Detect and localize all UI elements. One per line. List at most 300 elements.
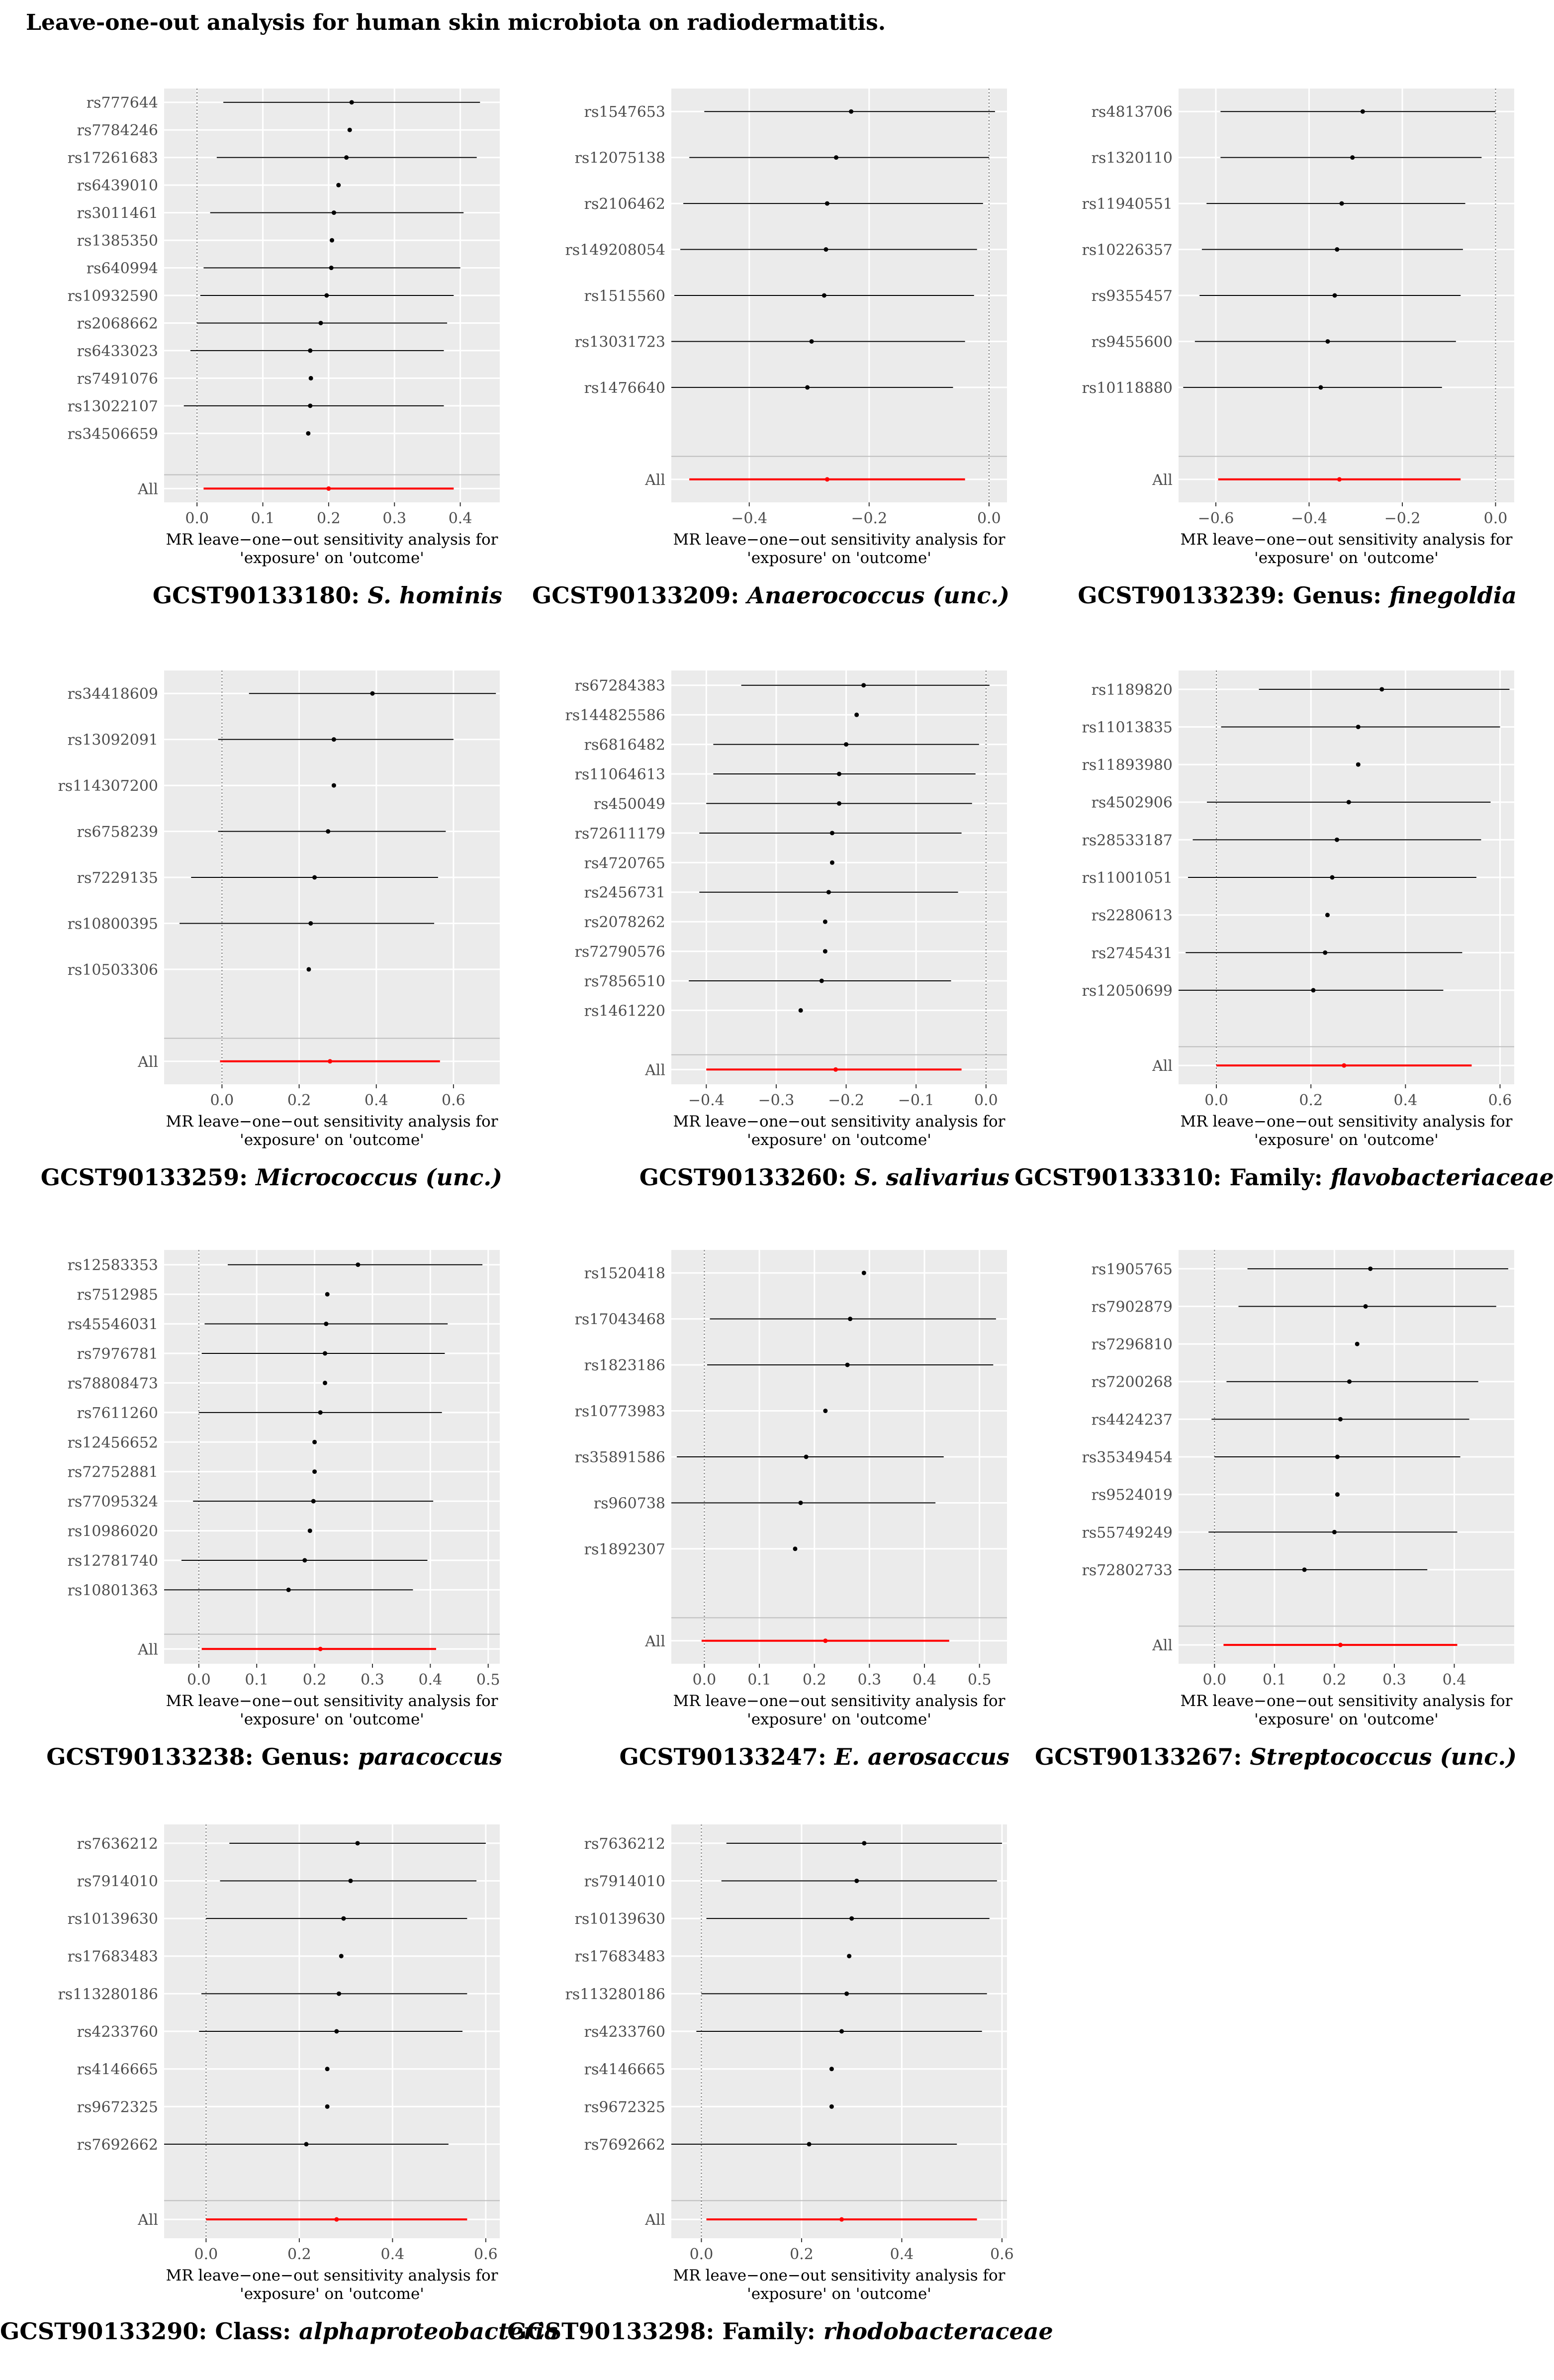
point-estimate <box>1379 687 1384 691</box>
point-estimate <box>854 1879 859 1883</box>
x-tick-label: −0.4 <box>1291 510 1327 527</box>
all-label: All <box>138 1641 158 1659</box>
point-estimate <box>1323 951 1327 955</box>
x-axis-title: MR leave−one−out sensitivity analysis for <box>1180 1692 1513 1710</box>
snp-label: rs4146665 <box>584 2061 665 2079</box>
snp-label: rs1476640 <box>584 379 665 397</box>
caption-taxon: rhodobacteraceae <box>823 2318 1053 2345</box>
overall-estimate <box>1338 1643 1343 1647</box>
snp-label: rs9455600 <box>1091 333 1173 351</box>
snp-label: rs6439010 <box>77 177 158 195</box>
snp-label: rs149208054 <box>565 241 665 259</box>
snp-label: rs7296810 <box>1091 1336 1173 1354</box>
x-axis-title-line2: 'exposure' on 'outcome' <box>747 1131 931 1149</box>
caption-gcst-id: GCST90133238: Genus: <box>46 1743 358 1770</box>
forest-plot-panel <box>1014 65 1517 644</box>
point-estimate <box>337 1992 341 1996</box>
x-tick-label: 0.4 <box>418 1671 443 1689</box>
snp-label: rs7229135 <box>77 869 158 887</box>
x-tick-label: 0.0 <box>974 1092 998 1109</box>
point-estimate <box>837 801 841 806</box>
x-tick-label: −0.3 <box>758 1092 795 1109</box>
snp-label: rs10932590 <box>67 287 158 305</box>
x-tick-label: 0.0 <box>977 510 1001 527</box>
caption-gcst-id: GCST90133260: <box>639 1164 855 1191</box>
point-estimate <box>807 2142 812 2146</box>
forest-plot <box>507 65 1009 582</box>
snp-label: rs7512985 <box>77 1286 158 1304</box>
x-tick-label: −0.4 <box>688 1092 725 1109</box>
snp-label: rs7636212 <box>77 1835 158 1853</box>
point-estimate <box>350 100 354 104</box>
x-tick-label: −0.2 <box>1384 510 1421 527</box>
snp-label: rs1905765 <box>1091 1260 1173 1278</box>
snp-label: rs1892307 <box>584 1540 665 1558</box>
snp-label: rs3011461 <box>77 204 158 222</box>
x-axis-title-line2: 'exposure' on 'outcome' <box>1254 1711 1439 1728</box>
caption-gcst-id: GCST90133259: <box>40 1164 256 1191</box>
snp-label: rs17683483 <box>574 1948 665 1966</box>
all-label: All <box>645 471 665 489</box>
snp-label: rs9672325 <box>584 2098 665 2116</box>
panel-caption <box>1014 1164 1554 1191</box>
point-estimate <box>334 2029 339 2034</box>
x-axis-title-line2: 'exposure' on 'outcome' <box>240 2285 424 2303</box>
point-estimate <box>325 2067 330 2071</box>
snp-label: rs72790576 <box>574 943 665 961</box>
x-axis-title-line2: 'exposure' on 'outcome' <box>240 1711 424 1728</box>
point-estimate <box>854 713 859 717</box>
overall-estimate <box>825 477 829 481</box>
point-estimate <box>332 210 336 215</box>
snp-label: rs10503306 <box>67 961 158 979</box>
x-tick-label: 0.1 <box>1262 1671 1286 1689</box>
x-tick-label: −0.2 <box>828 1092 864 1109</box>
point-estimate <box>844 742 848 747</box>
point-estimate <box>829 2067 834 2071</box>
snp-label: rs12781740 <box>67 1552 158 1570</box>
x-axis-title-line2: 'exposure' on 'outcome' <box>240 549 424 567</box>
snp-label: rs7914010 <box>77 1873 158 1891</box>
point-estimate <box>323 1381 327 1385</box>
snp-label: rs9524019 <box>1091 1486 1173 1504</box>
point-estimate <box>306 431 310 436</box>
x-tick-label: 0.3 <box>1382 1671 1406 1689</box>
forest-plot <box>507 1801 1014 2318</box>
point-estimate <box>1340 201 1344 206</box>
x-tick-label: 0.2 <box>1322 1671 1347 1689</box>
caption-gcst-id: GCST90133209: <box>532 582 747 609</box>
point-estimate <box>1326 339 1330 344</box>
snp-label: rs7784246 <box>77 122 158 140</box>
snp-label: rs7692662 <box>584 2136 665 2154</box>
point-estimate <box>823 247 828 252</box>
caption-gcst-id: GCST90133239: Genus: <box>1078 582 1390 609</box>
point-estimate <box>837 772 841 776</box>
caption-taxon: alphaproteobacteria <box>299 2318 559 2345</box>
caption-gcst-id: GCST90133290: Class: <box>0 2318 299 2345</box>
point-estimate <box>308 921 313 926</box>
point-estimate <box>849 1916 854 1921</box>
panel-caption <box>507 2318 1053 2345</box>
x-tick-label: 0.2 <box>287 2246 311 2263</box>
x-tick-label: 0.5 <box>476 1671 500 1689</box>
snp-label: rs72752881 <box>67 1463 158 1481</box>
point-estimate <box>830 860 834 865</box>
snp-label: rs12075138 <box>574 149 665 167</box>
snp-label: rs960738 <box>593 1495 665 1513</box>
x-axis-title-line2: 'exposure' on 'outcome' <box>747 1711 931 1728</box>
x-tick-label: 0.3 <box>857 1671 882 1689</box>
snp-label: rs7636212 <box>584 1835 665 1853</box>
point-estimate <box>309 376 313 381</box>
x-axis-title: MR leave−one−out sensitivity analysis for <box>673 2267 1006 2285</box>
overall-estimate <box>318 1647 323 1651</box>
point-estimate <box>1333 293 1337 298</box>
forest-plot-panel <box>0 1801 559 2380</box>
forest-plot-panel <box>507 65 1009 644</box>
point-estimate <box>1335 1455 1340 1459</box>
x-tick-label: −0.6 <box>1197 510 1234 527</box>
point-estimate <box>804 1455 809 1459</box>
snp-label: rs2280613 <box>1091 907 1173 925</box>
snp-label: rs1320110 <box>1091 149 1173 167</box>
overall-estimate <box>326 486 331 491</box>
point-estimate <box>1364 1304 1368 1309</box>
point-estimate <box>805 385 810 389</box>
snp-label: rs2106462 <box>584 195 665 213</box>
snp-label: rs10118880 <box>1082 379 1173 397</box>
x-tick-label: 0.0 <box>185 510 209 527</box>
panel-caption <box>0 582 502 609</box>
x-axis-title-line2: 'exposure' on 'outcome' <box>747 2285 931 2303</box>
snp-label: rs9672325 <box>77 2098 158 2116</box>
snp-label: rs67284383 <box>574 677 665 695</box>
x-tick-label: 0.2 <box>317 510 341 527</box>
x-tick-label: 0.0 <box>186 1671 211 1689</box>
x-axis-title: MR leave−one−out sensitivity analysis for <box>166 531 498 549</box>
figure-title: Leave-one-out analysis for human skin microbiota on radiodermatitis. <box>26 10 886 35</box>
snp-label: rs4233760 <box>77 2023 158 2041</box>
snp-label: rs777644 <box>86 94 158 112</box>
point-estimate <box>349 1879 353 1883</box>
point-estimate <box>1318 385 1323 389</box>
x-axis-title: MR leave−one−out sensitivity analysis for <box>166 2267 498 2285</box>
point-estimate <box>348 128 352 132</box>
snp-label: rs11013835 <box>1082 719 1173 737</box>
x-axis-title: MR leave−one−out sensitivity analysis for <box>1180 531 1513 549</box>
point-estimate <box>326 829 330 834</box>
snp-label: rs12456652 <box>67 1434 158 1452</box>
point-estimate <box>799 1008 803 1013</box>
x-tick-label: 0.2 <box>790 2246 814 2263</box>
snp-label: rs35891586 <box>574 1449 665 1466</box>
x-tick-label: 0.0 <box>1483 510 1508 527</box>
panel-caption <box>507 1164 1009 1191</box>
point-estimate <box>330 238 334 243</box>
caption-gcst-id: GCST90133180: <box>152 582 368 609</box>
all-label: All <box>645 2211 665 2229</box>
snp-label: rs7856510 <box>584 973 665 990</box>
x-axis-title-line2: 'exposure' on 'outcome' <box>1254 549 1439 567</box>
point-estimate <box>1335 247 1339 252</box>
x-tick-label: 0.0 <box>194 2246 218 2263</box>
snp-label: rs34418609 <box>67 685 158 703</box>
point-estimate <box>323 1351 327 1356</box>
snp-label: rs72802733 <box>1082 1561 1173 1579</box>
caption-gcst-id: GCST90133267: <box>1035 1743 1250 1770</box>
point-estimate <box>1325 913 1330 917</box>
snp-label: rs45546031 <box>67 1316 158 1333</box>
snp-label: rs17261683 <box>67 149 158 167</box>
caption-taxon: paracoccus <box>358 1743 502 1770</box>
x-tick-label: 0.0 <box>1204 1092 1228 1109</box>
point-estimate <box>304 2142 308 2146</box>
point-estimate <box>826 890 831 894</box>
point-estimate <box>862 1841 866 1845</box>
snp-label: rs10226357 <box>1082 241 1173 259</box>
point-estimate <box>302 1558 307 1563</box>
all-label: All <box>1152 1057 1173 1075</box>
forest-plot-panel <box>507 1226 1009 1806</box>
snp-label: rs7200268 <box>1091 1373 1173 1391</box>
caption-taxon: Micrococcus (unc.) <box>256 1164 502 1191</box>
forest-plot-panel <box>0 1226 502 1806</box>
snp-label: rs35349454 <box>1082 1449 1173 1466</box>
point-estimate <box>845 1363 850 1367</box>
snp-label: rs13092091 <box>67 731 158 749</box>
point-estimate <box>823 920 827 924</box>
x-axis-title: MR leave−one−out sensitivity analysis for <box>673 1692 1006 1710</box>
overall-estimate <box>1337 477 1342 481</box>
point-estimate <box>1335 838 1339 842</box>
x-tick-label: 0.4 <box>364 1092 388 1109</box>
plot-background <box>671 670 1007 1084</box>
forest-plot-panel <box>1014 647 1554 1226</box>
panel-caption <box>1014 1743 1517 1770</box>
caption-gcst-id: GCST90133310: Family: <box>1014 1164 1331 1191</box>
point-estimate <box>325 1292 330 1297</box>
forest-plot-panel <box>507 647 1009 1226</box>
snp-label: rs7491076 <box>77 370 158 388</box>
snp-label: rs10986020 <box>67 1523 158 1540</box>
all-label: All <box>645 1632 665 1650</box>
x-axis-title: MR leave−one−out sensitivity analysis for <box>166 1692 498 1710</box>
point-estimate <box>332 737 336 742</box>
snp-label: rs10800395 <box>67 915 158 933</box>
x-tick-label: 0.1 <box>747 1671 771 1689</box>
point-estimate <box>1355 1342 1360 1346</box>
snp-label: rs7976781 <box>77 1345 158 1363</box>
forest-plot-panel <box>0 647 502 1226</box>
point-estimate <box>830 831 834 835</box>
point-estimate <box>844 1992 849 1996</box>
snp-label: rs6816482 <box>584 736 665 754</box>
x-tick-label: 0.3 <box>361 1671 384 1689</box>
snp-label: rs4424237 <box>1091 1411 1173 1429</box>
forest-plot <box>1014 1226 1517 1743</box>
caption-taxon: Streptococcus (unc.) <box>1250 1743 1517 1770</box>
snp-label: rs7902879 <box>1091 1298 1173 1316</box>
point-estimate <box>318 1410 323 1415</box>
caption-taxon: flavobacteriaceae <box>1330 1164 1554 1191</box>
snp-label: rs11001051 <box>1082 869 1173 887</box>
caption-taxon: S. hominis <box>367 582 502 609</box>
snp-label: rs34506659 <box>67 425 158 443</box>
point-estimate <box>341 1916 346 1921</box>
snp-label: rs2456731 <box>584 884 665 902</box>
forest-plot <box>1014 65 1517 582</box>
point-estimate <box>820 979 824 983</box>
snp-label: rs4720765 <box>584 855 665 872</box>
point-estimate <box>823 1409 827 1413</box>
x-tick-label: −0.2 <box>851 510 888 527</box>
x-tick-label: 0.2 <box>802 1671 826 1689</box>
snp-label: rs1461220 <box>584 1002 665 1020</box>
x-tick-label: 0.2 <box>302 1671 327 1689</box>
snp-label: rs114307200 <box>58 777 158 795</box>
x-tick-label: 0.0 <box>210 1092 234 1109</box>
point-estimate <box>848 1317 852 1321</box>
point-estimate <box>1361 109 1365 114</box>
point-estimate <box>862 1271 866 1275</box>
point-estimate <box>286 1588 291 1592</box>
point-estimate <box>308 348 312 353</box>
snp-label: rs10139630 <box>574 1910 665 1928</box>
forest-plot <box>507 1226 1009 1743</box>
overall-estimate <box>839 2217 844 2222</box>
x-tick-label: 0.0 <box>689 2246 714 2263</box>
plot-background <box>164 1250 500 1664</box>
all-label: All <box>138 480 158 498</box>
x-tick-label: 0.3 <box>382 510 407 527</box>
x-tick-label: 0.4 <box>448 510 472 527</box>
point-estimate <box>1356 762 1361 767</box>
x-tick-label: 0.6 <box>442 1092 465 1109</box>
x-axis-title: MR leave−one−out sensitivity analysis for <box>166 1113 498 1131</box>
x-tick-label: 0.2 <box>287 1092 311 1109</box>
snp-label: rs2078262 <box>584 914 665 932</box>
x-tick-label: 0.0 <box>1202 1671 1227 1689</box>
snp-label: rs77095324 <box>67 1493 158 1511</box>
point-estimate <box>1368 1266 1372 1271</box>
snp-label: rs10139630 <box>67 1910 158 1928</box>
x-tick-label: −0.4 <box>731 510 768 527</box>
caption-gcst-id: GCST90133298: Family: <box>507 2318 823 2345</box>
x-tick-label: 0.4 <box>1442 1671 1466 1689</box>
caption-gcst-id: GCST90133247: <box>619 1743 834 1770</box>
point-estimate <box>1302 1567 1307 1572</box>
snp-label: rs11064613 <box>574 766 665 783</box>
snp-label: rs7692662 <box>77 2136 158 2154</box>
x-axis-title: MR leave−one−out sensitivity analysis for <box>673 531 1006 549</box>
overall-estimate <box>1342 1063 1346 1068</box>
point-estimate <box>319 321 323 325</box>
forest-plot <box>507 647 1009 1164</box>
point-estimate <box>849 109 853 114</box>
snp-label: rs4502906 <box>1091 794 1173 812</box>
point-estimate <box>861 683 866 687</box>
point-estimate <box>308 403 312 408</box>
snp-label: rs7611260 <box>77 1404 158 1422</box>
snp-label: rs1823186 <box>584 1357 665 1375</box>
forest-plot <box>0 647 502 1164</box>
snp-label: rs1547653 <box>584 103 665 121</box>
point-estimate <box>1347 1379 1352 1384</box>
point-estimate <box>839 2029 844 2034</box>
x-tick-label: 0.4 <box>890 2246 914 2263</box>
snp-label: rs11940551 <box>1082 195 1173 213</box>
x-axis-title-line2: 'exposure' on 'outcome' <box>747 549 931 567</box>
caption-taxon: S. salivarius <box>854 1164 1009 1191</box>
point-estimate <box>793 1546 797 1551</box>
snp-label: rs9355457 <box>1091 287 1173 305</box>
x-tick-label: 0.0 <box>692 1671 717 1689</box>
snp-label: rs10773983 <box>574 1403 665 1421</box>
all-label: All <box>138 1053 158 1071</box>
point-estimate <box>370 691 374 696</box>
all-label: All <box>645 1061 665 1079</box>
x-tick-label: 0.6 <box>1488 1092 1512 1109</box>
point-estimate <box>1335 1492 1340 1497</box>
snp-label: rs1189820 <box>1091 681 1173 699</box>
snp-label: rs113280186 <box>58 1986 158 2003</box>
snp-label: rs13022107 <box>67 397 158 415</box>
snp-label: rs12583353 <box>67 1256 158 1274</box>
snp-label: rs1515560 <box>584 287 665 305</box>
snp-label: rs113280186 <box>565 1986 665 2003</box>
snp-label: rs13031723 <box>574 333 665 351</box>
snp-label: rs17683483 <box>67 1948 158 1966</box>
snp-label: rs78808473 <box>67 1375 158 1393</box>
snp-label: rs28533187 <box>1082 832 1173 850</box>
panel-caption <box>0 1743 502 1770</box>
x-tick-label: 0.4 <box>380 2246 405 2263</box>
snp-label: rs6433023 <box>77 342 158 360</box>
x-axis-title: MR leave−one−out sensitivity analysis for <box>1180 1113 1513 1131</box>
x-tick-label: 0.2 <box>1299 1092 1323 1109</box>
point-estimate <box>308 1528 312 1533</box>
point-estimate <box>329 266 334 270</box>
point-estimate <box>332 783 336 788</box>
point-estimate <box>825 201 829 206</box>
point-estimate <box>324 293 329 298</box>
x-tick-label: 0.1 <box>245 1671 269 1689</box>
overall-estimate <box>334 2217 339 2222</box>
snp-label: rs6758239 <box>77 823 158 841</box>
x-tick-label: 0.6 <box>990 2246 1014 2263</box>
point-estimate <box>312 1469 317 1474</box>
all-label: All <box>1152 471 1173 489</box>
snp-label: rs2068662 <box>77 315 158 333</box>
snp-label: rs17043468 <box>574 1311 665 1329</box>
caption-taxon: E. aerosaccus <box>834 1743 1009 1770</box>
point-estimate <box>829 2104 834 2109</box>
all-label: All <box>138 2211 158 2229</box>
forest-plot-panel <box>0 65 502 644</box>
point-estimate <box>1311 988 1315 992</box>
snp-label: rs12050699 <box>1082 982 1173 1000</box>
x-tick-label: 0.4 <box>1393 1092 1418 1109</box>
point-estimate <box>1332 1530 1337 1534</box>
forest-plot <box>1014 647 1517 1164</box>
snp-label: rs55749249 <box>1082 1524 1173 1542</box>
point-estimate <box>336 183 341 188</box>
point-estimate <box>306 967 311 971</box>
forest-plot-panel <box>1014 1226 1517 1806</box>
point-estimate <box>344 155 349 160</box>
point-estimate <box>356 1262 360 1267</box>
